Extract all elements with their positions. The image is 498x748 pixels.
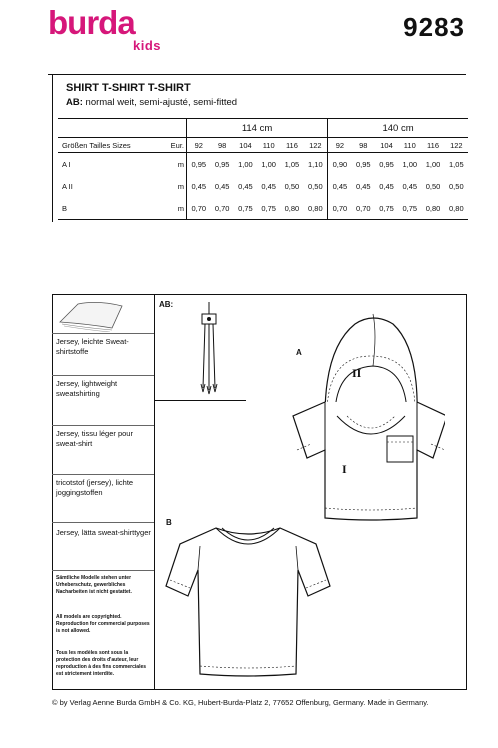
yardage-value: 0,75 (375, 197, 398, 220)
size-cell: 98 (211, 138, 234, 153)
yardage-value: 0,50 (449, 181, 464, 191)
size-cell: 116 (421, 138, 444, 153)
fabric-en: Jersey, lightweight sweatshirting (56, 379, 118, 398)
yardage-value: 0,95 (214, 159, 230, 169)
yardage-value: 0,90 (332, 159, 348, 169)
cord-stopper-icon (194, 300, 224, 396)
width-114: 114 cm (187, 119, 328, 138)
yardage-value: 0,45 (355, 181, 371, 191)
header-left-rule (52, 74, 53, 222)
fabric-divider (52, 522, 154, 523)
yardage-value: 1,00 (238, 159, 253, 169)
size-cell: 122 (445, 138, 468, 153)
header-divider (48, 74, 466, 75)
fabric-fr: Jersey, tissu léger pour sweat-shirt (56, 429, 133, 448)
yardage-value: 0,80 (445, 197, 468, 220)
yardage-value: 0,50 (284, 181, 300, 191)
width-row (58, 119, 468, 138)
yardage-value: 0,95 (355, 159, 371, 169)
yardage-value: 0,45 (238, 181, 253, 191)
fit-code: AB: (66, 97, 83, 108)
yardage-value: 0,45 (261, 181, 276, 191)
pattern-number: 9283 (403, 12, 465, 42)
fabric-divider (52, 333, 154, 334)
brand-logo: burda (48, 4, 135, 41)
yardage-value: 0,95 (379, 159, 394, 169)
size-cell: 104 (375, 138, 398, 153)
yardage-value: 0,70 (187, 197, 211, 220)
fit-description (66, 97, 237, 108)
copyright-note-de: Sämtliche Modelle stehen unter Urheberschutz, gewerbliches Nacharbeiten ist nicht gestattet. (56, 575, 132, 595)
copyright-footer: © by Verlag Aenne Burda GmbH & Co. KG, Hubert-Burda-Platz 2, 77652 Offenburg, Germany. Made in Germany. (52, 698, 429, 707)
size-cell: 92 (187, 138, 211, 153)
yardage-value: 0,80 (280, 197, 303, 220)
size-cell: 98 (352, 138, 375, 153)
fabric-divider (52, 570, 154, 571)
row-unit: m (170, 197, 187, 220)
fabric-divider (52, 375, 154, 376)
fabric-nl: tricotstof (jersey), lichte joggingstoffen (56, 478, 134, 497)
fabric-swatch-icon (58, 298, 128, 332)
fit-text: normal weit, semi-ajusté, semi-fitted (85, 97, 238, 108)
piece-label-ii: II (352, 366, 362, 380)
yardage-value: 1,00 (261, 159, 276, 169)
yardage-value: 0,50 (304, 175, 328, 197)
yardage-value: 0,45 (379, 181, 394, 191)
unit-header: Eur. (170, 138, 187, 153)
yardage-row-a2 (58, 175, 468, 197)
notions-label: AB: (159, 300, 174, 309)
yardage-value: 0,50 (425, 181, 441, 191)
size-cell: 110 (257, 138, 280, 153)
yardage-value: 1,00 (402, 159, 418, 169)
fabric-sv: Jersey, lätta sweat-shirttyger (56, 528, 151, 537)
size-header-row (58, 138, 468, 153)
size-label: Größen Tailles Sizes (58, 138, 170, 153)
yardage-value: 0,75 (257, 197, 280, 220)
yardage-value: 1,05 (284, 159, 300, 169)
yardage-value: 0,95 (191, 159, 207, 169)
size-cell: 110 (398, 138, 421, 153)
yardage-value: 0,45 (402, 181, 418, 191)
yardage-value: 1,05 (449, 159, 464, 169)
yardage-value: 0,70 (211, 197, 234, 220)
row-label: A I (62, 159, 71, 169)
fabric-divider (52, 425, 154, 426)
copyright-note-fr: Tous les modèles sont sous la protection des droits d'auteur, leur reproduction à des fins commerciales est strictement interdite. (56, 650, 147, 677)
yardage-value: 0,75 (398, 197, 421, 220)
row-unit: m (170, 175, 187, 197)
row-label: A II (62, 181, 73, 191)
row-label: B (58, 197, 170, 220)
yardage-value: 0,80 (421, 197, 444, 220)
yardage-value: 1,00 (425, 159, 441, 169)
size-cell: 116 (280, 138, 303, 153)
yardage-value: 0,45 (191, 181, 207, 191)
yardage-value: 0,70 (328, 197, 352, 220)
yardage-value: 0,70 (352, 197, 375, 220)
fabric-divider (52, 474, 154, 475)
size-cell: 92 (328, 138, 352, 153)
fabric-de: Jersey, leichte Sweat-shirtstoffe (56, 337, 129, 356)
row-unit: m (170, 153, 187, 176)
size-cell: 104 (234, 138, 257, 153)
width-140: 140 cm (328, 119, 468, 138)
copyright-note-en: All models are copyrighted. Reproduction for commercial purposes is not allowed. (56, 614, 150, 634)
fabric-column-divider (154, 294, 155, 690)
hoodie-shirt-illustration (285, 308, 445, 523)
yardage-row-b (58, 197, 468, 220)
yardage-value: 1,10 (304, 153, 328, 176)
yardage-row-a1 (58, 153, 468, 176)
size-cell: 122 (304, 138, 328, 153)
piece-label-i: I (342, 462, 347, 476)
product-title: SHIRT T-SHIRT T-SHIRT (66, 82, 191, 94)
yardage-table (58, 118, 468, 220)
view-label-a: A (296, 348, 302, 357)
yardage-value: 0,45 (332, 181, 348, 191)
yardage-value: 0,80 (304, 197, 328, 220)
yardage-value: 0,45 (214, 181, 230, 191)
brand-logo-sub: kids (133, 38, 162, 53)
notions-divider (154, 400, 246, 401)
view-label-b: B (166, 518, 172, 527)
yardage-value: 0,75 (234, 197, 257, 220)
tshirt-illustration (162, 514, 334, 684)
